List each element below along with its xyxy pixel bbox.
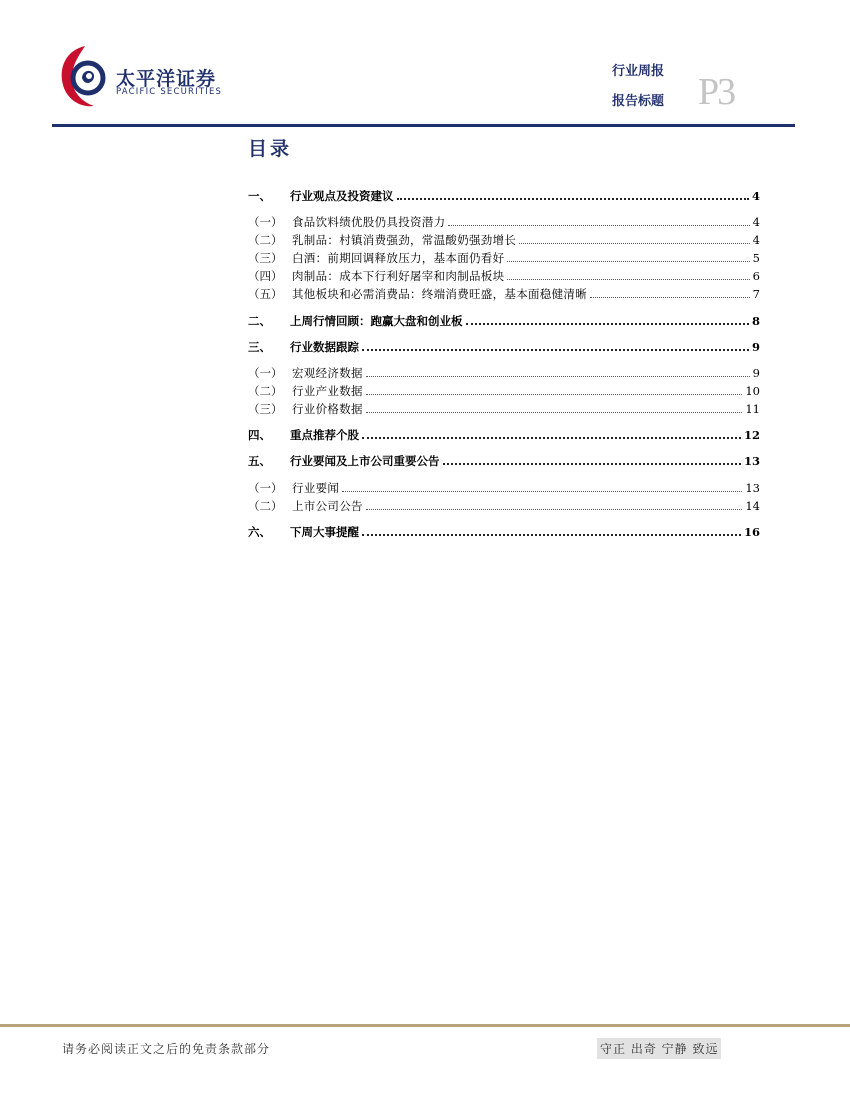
toc-entry[interactable]: 五、 行业要闻及上市公司重要公告 13 <box>248 454 760 468</box>
report-type: 行业周报 <box>612 64 665 79</box>
toc-entry[interactable]: （一） 食品饮料绩优股仍具投资潜力 4 <box>248 215 760 229</box>
page-number: P3 <box>698 71 735 113</box>
toc-entry[interactable]: （二） 上市公司公告 14 <box>248 499 760 513</box>
pacific-logo-icon <box>58 42 112 112</box>
toc-entry[interactable]: 一、 行业观点及投资建议 4 <box>248 189 760 203</box>
toc-heading: 目录 <box>248 138 293 160</box>
toc-entry[interactable]: 二、 上周行情回顾：跑赢大盘和创业板 8 <box>248 314 760 328</box>
toc-entry[interactable]: （四） 肉制品：成本下行利好屠宰和肉制品板块 6 <box>248 269 760 283</box>
toc-entry[interactable]: （一） 行业要闻 13 <box>248 481 760 495</box>
footer-divider <box>0 1024 850 1027</box>
toc-entry[interactable]: 四、 重点推荐个股 12 <box>248 428 760 442</box>
page-header <box>0 0 850 130</box>
toc-entry[interactable]: （三） 行业价格数据 11 <box>248 402 760 416</box>
toc-entry[interactable]: 六、 下周大事提醒 16 <box>248 525 760 539</box>
logo-english-name: PACIFIC SECURITIES <box>116 87 223 97</box>
company-logo <box>58 42 278 112</box>
footer-disclaimer: 请务必阅读正文之后的免责条款部分 <box>62 1042 271 1056</box>
logo-chinese-name: 太平洋证券 <box>116 68 217 90</box>
toc-entry[interactable]: （一） 宏观经济数据 9 <box>248 366 760 380</box>
toc-entry[interactable]: 三、 行业数据跟踪 9 <box>248 340 760 354</box>
footer-motto: 守正 出奇 宁静 致远 <box>597 1038 721 1059</box>
toc-entry[interactable]: （三） 白酒：前期回调释放压力，基本面仍看好 5 <box>248 251 760 265</box>
toc-entry[interactable]: （五） 其他板块和必需消费品：终端消费旺盛，基本面稳健清晰 7 <box>248 287 760 301</box>
report-title: 报告标题 <box>612 94 665 109</box>
toc-entry[interactable]: （二） 行业产业数据 10 <box>248 384 760 398</box>
toc-entry[interactable]: （二） 乳制品：村镇消费强劲，常温酸奶强劲增长 4 <box>248 233 760 247</box>
header-divider <box>52 124 795 127</box>
